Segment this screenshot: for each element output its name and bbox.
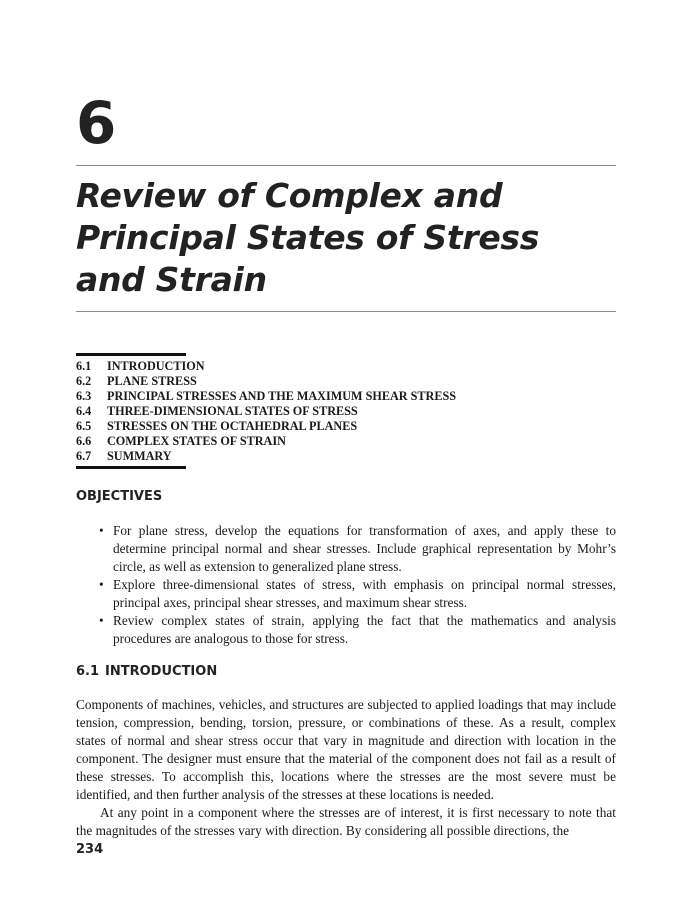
chapter-contents xyxy=(76,359,616,464)
chapter-title-line: Principal States of Stress xyxy=(76,218,540,257)
toc-entry-number: 6.1 xyxy=(76,359,92,373)
toc-bottom-rule xyxy=(76,466,186,469)
toc-entry-title: THREE-DIMENSIONAL STATES OF STRESS xyxy=(107,404,358,418)
toc-entry-title: SUMMARY xyxy=(107,449,172,463)
section-title: INTRODUCTION xyxy=(105,664,218,679)
toc-entry-number: 6.2 xyxy=(76,374,92,388)
toc-entry-title: PLANE STRESS xyxy=(107,374,197,388)
toc-entry-title: COMPLEX STATES OF STRAIN xyxy=(107,434,286,448)
objective-item xyxy=(99,522,616,576)
toc-entry-number: 6.3 xyxy=(76,389,92,403)
title-top-rule xyxy=(76,165,616,166)
section-body xyxy=(76,696,616,840)
chapter-title-line: and Strain xyxy=(76,260,267,299)
toc-entry-number: 6.5 xyxy=(76,419,92,433)
objective-item xyxy=(99,576,616,612)
chapter-number: 6 xyxy=(76,89,117,157)
body-paragraph: At any point in a component where the stresses are of interest, it is first necessary to note that the magnitudes of the stresses vary with direction. By considering all possible directions, the xyxy=(76,805,616,838)
toc-entry-title: PRINCIPAL STRESSES AND THE MAXIMUM SHEAR STRESS xyxy=(107,389,457,403)
toc-top-rule xyxy=(76,353,186,356)
page-number: 234 xyxy=(76,842,104,857)
objective-text: Review complex states of strain, applying the fact that the mathematics and analysis procedures are analogous to those for stress. xyxy=(113,613,616,646)
section-number: 6.1 xyxy=(76,664,100,679)
bullet-icon: • xyxy=(99,613,104,628)
bullet-icon: • xyxy=(99,577,104,592)
toc-entry-title: STRESSES ON THE OCTAHEDRAL PLANES xyxy=(107,419,358,433)
objectives-heading: OBJECTIVES xyxy=(76,489,163,504)
toc-entry-number: 6.6 xyxy=(76,434,92,448)
toc-entry xyxy=(76,389,616,404)
toc-entry xyxy=(76,374,616,389)
chapter-title-line: Review of Complex and xyxy=(76,176,503,215)
body-paragraph: Components of machines, vehicles, and structures are subjected to applied loadings that may include tension, compression, bending, torsion, pressure, or combinations of these. As a result, complex states of normal and shear stress occur that vary in magnitude and direction with location in the component. The designer must ensure that the material of the component does not fail as a result of these stresses. To accomplish this, locations where the stresses are the most severe must be identified, and then further analysis of the stresses at these locations is needed. xyxy=(76,697,616,802)
objectives-list xyxy=(99,522,616,648)
toc-entry xyxy=(76,434,616,449)
bullet-icon: • xyxy=(99,523,104,538)
objective-text: Explore three-dimensional states of stress, with emphasis on principal normal stresses, principal axes, principal shear stresses, and maximum shear stress. xyxy=(113,577,616,610)
title-bottom-rule xyxy=(76,311,616,312)
toc-entry xyxy=(76,404,616,419)
toc-entry-number: 6.7 xyxy=(76,449,92,463)
toc-entry-title: INTRODUCTION xyxy=(107,359,205,373)
toc-entry xyxy=(76,359,616,374)
toc-entry xyxy=(76,449,616,464)
chapter-title xyxy=(76,175,616,301)
section-heading xyxy=(76,664,217,679)
toc-entry xyxy=(76,419,616,434)
objective-text: For plane stress, develop the equations for transformation of axes, and apply these to determine principal normal and shear stresses. Include graphical representation by Mohr’s circle, as well as extension to generalized plane stress. xyxy=(113,523,616,574)
objective-item xyxy=(99,612,616,648)
toc-entry-number: 6.4 xyxy=(76,404,92,418)
